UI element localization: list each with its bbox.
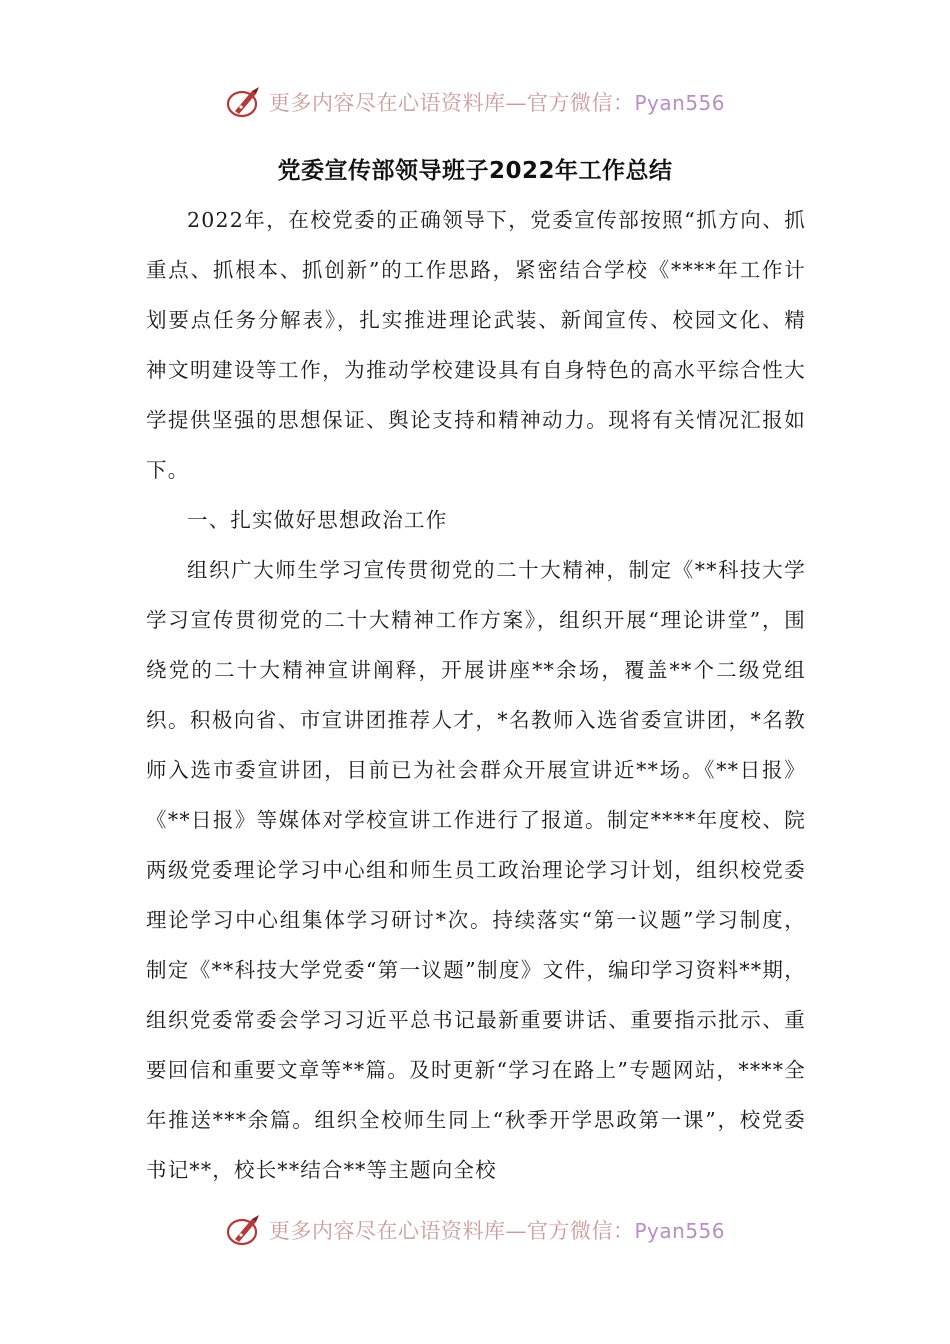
pen-nib-circle-icon bbox=[225, 85, 263, 119]
section-heading: 一、扎实做好思想政治工作 bbox=[187, 508, 448, 532]
paragraph-intro: 2022年，在校党委的正确领导下，党委宣传部按照“抓方向、抓重点、抓根本、抓创新”的工作思路，紧密结合学校《****年工作计划要点任务分解表》，扎实推进理论武装、新闻宣传、校园文化、精神文明建设等工作，为推动学校建设具有自身特色的高水平综合性大学提供坚强的思想保证、舆论支持和精神动力。现将有关情况汇报如下。 bbox=[146, 208, 806, 482]
document-title: 党委宣传部领导班子2022年工作总结 bbox=[277, 158, 673, 184]
watermark-text bbox=[269, 87, 725, 117]
watermark-text-cn: 更多内容尽在心语资料库—官方微信： bbox=[268, 1219, 635, 1243]
watermark-text-cn: 更多内容尽在心语资料库—官方微信： bbox=[268, 91, 635, 115]
pen-nib-circle-icon bbox=[225, 1213, 263, 1247]
watermark-banner-top bbox=[0, 82, 950, 122]
watermark-wechat-id: Pyan556 bbox=[634, 1219, 725, 1243]
watermark-text bbox=[269, 1215, 725, 1245]
watermark-wechat-id: Pyan556 bbox=[634, 91, 725, 115]
watermark-banner-bottom bbox=[0, 1210, 950, 1250]
paragraph-section-1: 组织广大师生学习宣传贯彻党的二十大精神，制定《**科技大学学习宣传贯彻党的二十大精神工作方案》，组织开展“理论讲堂”，围绕党的二十大精神宣讲阐释，开展讲座**余场，覆盖**个二级党组织。积极向省、市宣讲团推荐人才，*名教师入选省委宣讲团，*名教师入选市委宣讲团，目前已为社会群众开展宣讲近**场。《**日报》《**日报》等媒体对学校宣讲工作进行了报道。制定****年度校、院两级党委理论学习中心组和师生员工政治理论学习计划，组织校党委理论学习中心组集体学习研讨*次。持续落实“第一议题”学习制度，制定《**科技大学党委“第一议题”制度》文件，编印学习资料**期，组织党委常委会学习习近平总书记最新重要讲话、重要指示批示、重要回信和重要文章等**篇。及时更新“学习在路上”专题网站，****全年推送***余篇。组织全校师生同上“秋季开学思政第一课”，校党委书记**，校长**结合**等主题向全校 bbox=[146, 558, 806, 1182]
document-body bbox=[146, 195, 806, 1195]
